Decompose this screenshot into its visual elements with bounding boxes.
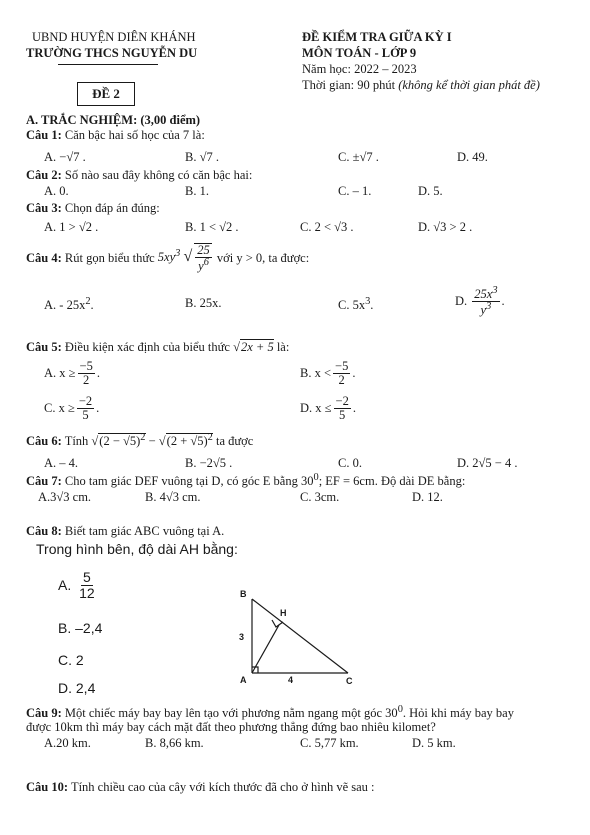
question-9-text-2: . Hỏi khi máy bay bay <box>402 706 514 721</box>
question-4 <box>26 240 309 276</box>
question-9-label: Câu 9: <box>26 706 62 721</box>
section-a-heading: A. TRẮC NGHIỆM: (3,00 điểm) <box>26 113 201 127</box>
q4-option-a: A. - $25x^2$. <box>44 296 94 313</box>
q8-option-b: B. –2,4 <box>58 620 103 636</box>
question-6 <box>26 432 253 449</box>
exam-year: Năm học: 2022 – 2023 <box>302 62 417 76</box>
question-1-label: Câu 1: <box>26 128 62 142</box>
q7-option-b: B. 4√3 cm. <box>145 490 201 504</box>
q9-option-a: A.20 km. <box>44 736 91 750</box>
question-6-text: Tính <box>64 434 89 449</box>
question-1-text: Căn bậc hai số học của 7 là: <box>64 128 205 142</box>
q1-option-d: D. 49. <box>457 150 488 164</box>
q5-expression: √2x + 5 <box>233 340 274 354</box>
question-8-label: Câu 8: <box>26 524 62 538</box>
q5-option-b: B. x < $\frac{-5}{2}$ . <box>300 359 356 388</box>
exam-subject: MÔN TOÁN - LỚP 9 <box>302 46 417 60</box>
q2-option-b: B. 1. <box>185 184 209 198</box>
q2-option-a: A. 0. <box>44 184 69 198</box>
segment-ah <box>252 625 279 673</box>
question-5-text: Điều kiện xác định của biểu thức <box>64 340 230 354</box>
exam-time <box>302 78 540 93</box>
question-9-text-3: được 10km thì máy bay cách mặt đất theo phương thẳng đứng bao nhiêu kilomet? <box>26 720 436 734</box>
question-7-text: Cho tam giác DEF vuông tại D, có góc E bằng 30 <box>64 474 314 489</box>
question-3-label: Câu 3: <box>26 201 62 215</box>
q6-expression: $√(2 - √5)^2 - √(2 + √5)^2$ <box>91 432 213 449</box>
side-label-ab: 3 <box>239 632 245 642</box>
q6-option-b: B. −2√5 . <box>185 456 233 470</box>
question-7-label: Câu 7: <box>26 474 62 489</box>
school-name: TRƯỜNG THCS NGUYỄN DU <box>26 46 198 60</box>
question-8-text-2: Trong hình bên, độ dài AH bằng: <box>36 541 238 557</box>
q5-option-c: C. x ≥ $\frac{-2}{5}$ . <box>44 394 100 423</box>
q8-triangle-figure <box>228 585 368 690</box>
q3-option-d: D. √3 > 2 . <box>418 220 473 234</box>
q7-option-d: D. 12. <box>412 490 443 504</box>
question-4-text-2: với y > 0, ta được: <box>216 250 310 265</box>
question-7: Câu 7: Cho tam giác DEF vuông tại D, có góc E bằng $30^0$; EF = 6cm. Độ dài DE bằng: <box>26 472 466 489</box>
question-9-text: Một chiếc máy bay bay lên tạo với phương nằm ngang một góc 30 <box>64 706 398 721</box>
q1-option-c: C. ±√7 . <box>338 150 379 164</box>
segment-bc <box>252 599 348 673</box>
q4-option-b: B. 25x. <box>185 296 222 310</box>
question-3 <box>26 201 160 216</box>
point-label-c: C <box>346 676 353 686</box>
point-label-h: H <box>280 608 287 618</box>
question-6-label: Câu 6: <box>26 434 62 449</box>
q5-option-d: D. x ≤ $\frac{-2}{5}$ . <box>300 394 356 423</box>
q9-option-b: B. 8,66 km. <box>145 736 204 750</box>
exam-code-box: ĐỀ 2 <box>77 82 135 106</box>
q1-option-a: A. −√7 . <box>44 150 86 164</box>
q5-option-a: A. x ≥ $\frac{-5}{2}$ . <box>44 359 100 388</box>
question-9: Câu 9: Một chiếc máy bay bay lên tạo với phương nằm ngang một góc $30^0$. Hỏi khi máy bay bay <box>26 704 514 721</box>
question-1 <box>26 128 205 143</box>
question-8-text: Biết tam giác ABC vuông tại A. <box>64 524 225 538</box>
q6-option-a: A. – 4. <box>44 456 79 470</box>
question-10-text: Tính chiều cao của cây với kích thước đã cho ở hình vẽ sau : <box>70 780 375 794</box>
q2-option-d: D. 5. <box>418 184 443 198</box>
q3-option-b: B. 1 < √2 . <box>185 220 239 234</box>
q7-option-a: A.3√3 cm. <box>38 490 92 504</box>
q8-option-c: C. 2 <box>58 652 84 668</box>
question-7-text-2: ; EF = 6cm. Độ dài DE bằng: <box>318 474 466 489</box>
q4-option-c: C. $5x^3$. <box>338 296 374 313</box>
q3-option-a: A. 1 > √2 . <box>44 220 99 234</box>
exam-time-note: (không kể thời gian phát đề) <box>398 78 540 92</box>
question-3-text: Chọn đáp án đúng: <box>64 201 160 215</box>
question-5-label: Câu 5: <box>26 340 62 354</box>
question-6-text-2: ta được <box>216 434 254 449</box>
q8-option-a: A. $\frac{5}{12}$ <box>58 569 95 601</box>
q2-option-c: C. – 1. <box>338 184 372 198</box>
point-label-b: B <box>240 589 247 599</box>
question-10 <box>26 780 375 795</box>
q3-option-c: C. 2 < √3 . <box>300 220 354 234</box>
q6-option-c: C. 0. <box>338 456 362 470</box>
q6-option-d: D. 2√5 − 4 . <box>457 456 518 470</box>
q8-option-d: D. 2,4 <box>58 680 96 696</box>
q1-option-b: B. √7 . <box>185 150 219 164</box>
question-2-label: Câu 2: <box>26 168 62 182</box>
question-2 <box>26 168 252 183</box>
school-department: UBND HUYỆN DIÊN KHÁNH <box>32 30 196 44</box>
question-4-text: Rút gọn biểu thức <box>64 250 155 265</box>
q9-option-c: C. 5,77 km. <box>300 736 359 750</box>
q4-option-d: D. $\frac{25x^3}{y^3}$ . <box>455 285 505 318</box>
school-name-underline <box>58 64 158 65</box>
side-label-ac: 4 <box>288 675 294 685</box>
point-label-a: A <box>240 675 247 685</box>
question-5 <box>26 340 289 355</box>
question-8 <box>26 524 224 539</box>
exam-title: ĐỀ KIỂM TRA GIỮA KỲ I <box>302 30 452 44</box>
question-10-label: Câu 10: <box>26 780 69 794</box>
question-2-text: Số nào sau đây không có căn bậc hai: <box>64 168 253 182</box>
question-5-text-2: là: <box>276 340 290 354</box>
q9-option-d: D. 5 km. <box>412 736 456 750</box>
question-4-label: Câu 4: <box>26 250 62 265</box>
exam-time-label: Thời gian: 90 phút <box>302 78 396 92</box>
q4-expression: $5xy^3$ √ $\frac{25}{y^6}$ <box>157 242 210 274</box>
q7-option-c: C. 3cm. <box>300 490 340 504</box>
